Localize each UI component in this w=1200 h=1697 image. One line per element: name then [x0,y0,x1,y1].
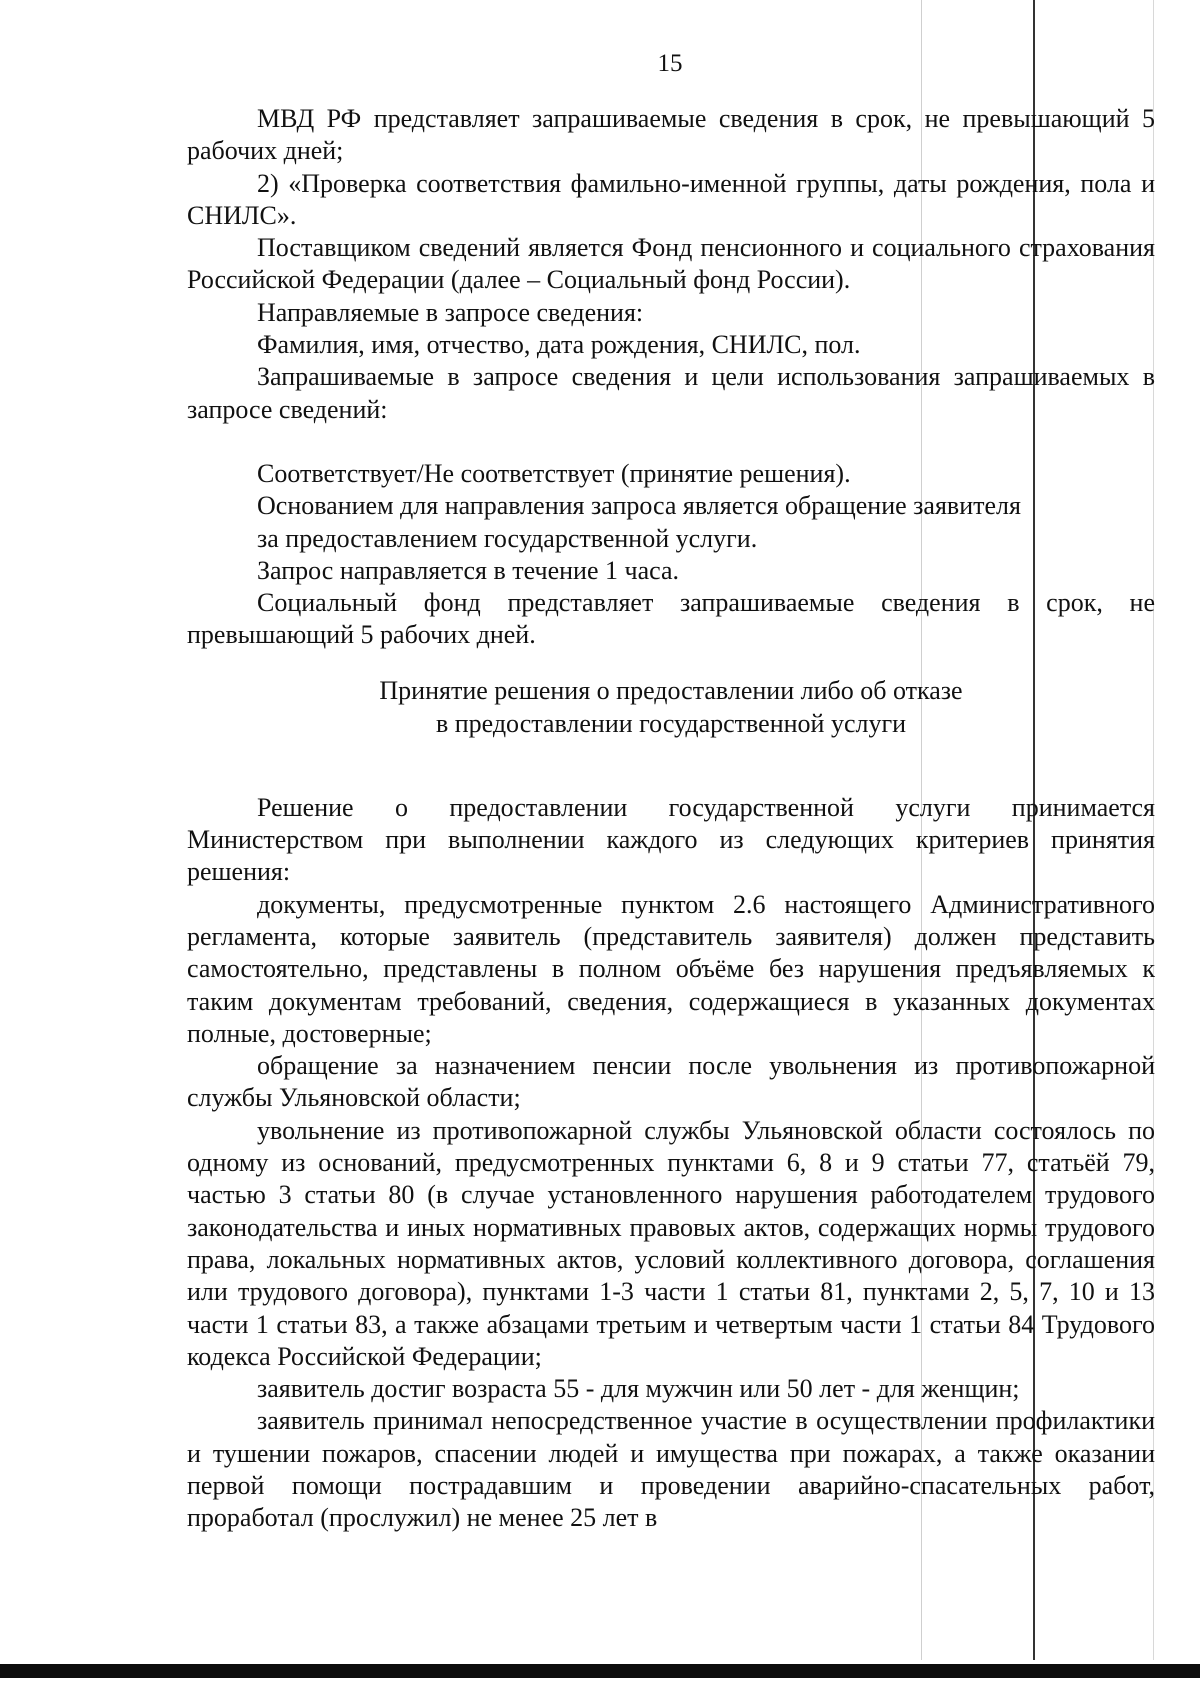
section-heading-line: в предоставлении государственной услуги [435,708,907,738]
paragraph: Поставщиком сведений является Фонд пенсионного и социального страхования Российской Федерации (далее – Социальный фонд России). [187,233,1155,295]
blank-line [187,426,1155,458]
paragraph: Запрашиваемые в запросе сведения и цели использования запрашиваемых в запросе сведений: [187,362,1155,424]
section-heading-line: Принятие решения о предоставлении либо об отказе [379,675,963,705]
section-heading [187,674,1155,740]
paragraph: Запрос направляется в течение 1 часа. [257,555,680,585]
paragraph: заявитель достиг возраста 55 - для мужчин или 50 лет - для женщин; [257,1374,1020,1404]
paragraph: обращение за назначением пенсии после увольнения из противопожарной службы Ульяновской области; [187,1051,1155,1113]
page-number: 15 [657,50,683,77]
paragraph: Фамилия, имя, отчество, дата рождения, СНИЛС, пол. [257,330,861,360]
paragraph: за предоставлением государственной услуги. [257,523,758,553]
paragraph: Соответствует/Не соответствует (принятие решения). [257,458,851,488]
paragraph: Социальный фонд представляет запрашиваемые сведения в срок, не превышающий 5 рабочих дней. [187,588,1155,650]
paragraph: 2) «Проверка соответствия фамильно-именной группы, даты рождения, пола и СНИЛС». [187,168,1155,230]
paragraph: увольнение из противопожарной службы Ульяновской области состоялось по одному из оснований, предусмотренных пунктами 6, 8 и 9 статьи 77, статьёй 79, частью 3 статьи 80 (в случае установленного нарушения работодателем трудового законодательства и иных нормативных правовых актов, содержащих нормы трудового права, локальных нормативных актов, условий коллективного договора, соглашения или трудового договора), пунктами 1-3 части 1 статьи 81, пунктами 2, 5, 7, 10 и 13 части 1 статьи 83, а также абзацами третьим и четвертым части 1 статьи 84 Трудового кодекса Российской Федерации; [187,1115,1155,1371]
paragraph: заявитель принимал непосредственное участие в осуществлении профилактики и тушении пожаров, спасении людей и имущества при пожарах, а также оказании первой помощи пострадавшим и проведении аварийно-спасательных работ, проработал (прослужил) не менее 25 лет в [187,1406,1155,1533]
scan-bottom-edge [0,1664,1200,1678]
paragraph: Основанием для направления запроса является обращение заявителя [257,491,1021,521]
paragraph: Направляемые в запросе сведения: [257,297,644,327]
paragraph: документы, предусмотренные пунктом 2.6 настоящего Административного регламента, которые заявитель (представитель заявителя) должен представить самостоятельно, представлены в полном объёме без нарушения предъявляемых к таким документам требований, сведения, содержащиеся в указанных документах полные, достоверные; [187,889,1155,1048]
paragraph: Решение о предоставлении государственной услуги принимается Министерством при выполнении каждого из следующих критериев принятия решения: [187,792,1155,887]
document-body [187,103,1155,1535]
paragraph: МВД РФ представляет запрашиваемые сведения в срок, не превышающий 5 рабочих дней; [187,104,1155,166]
